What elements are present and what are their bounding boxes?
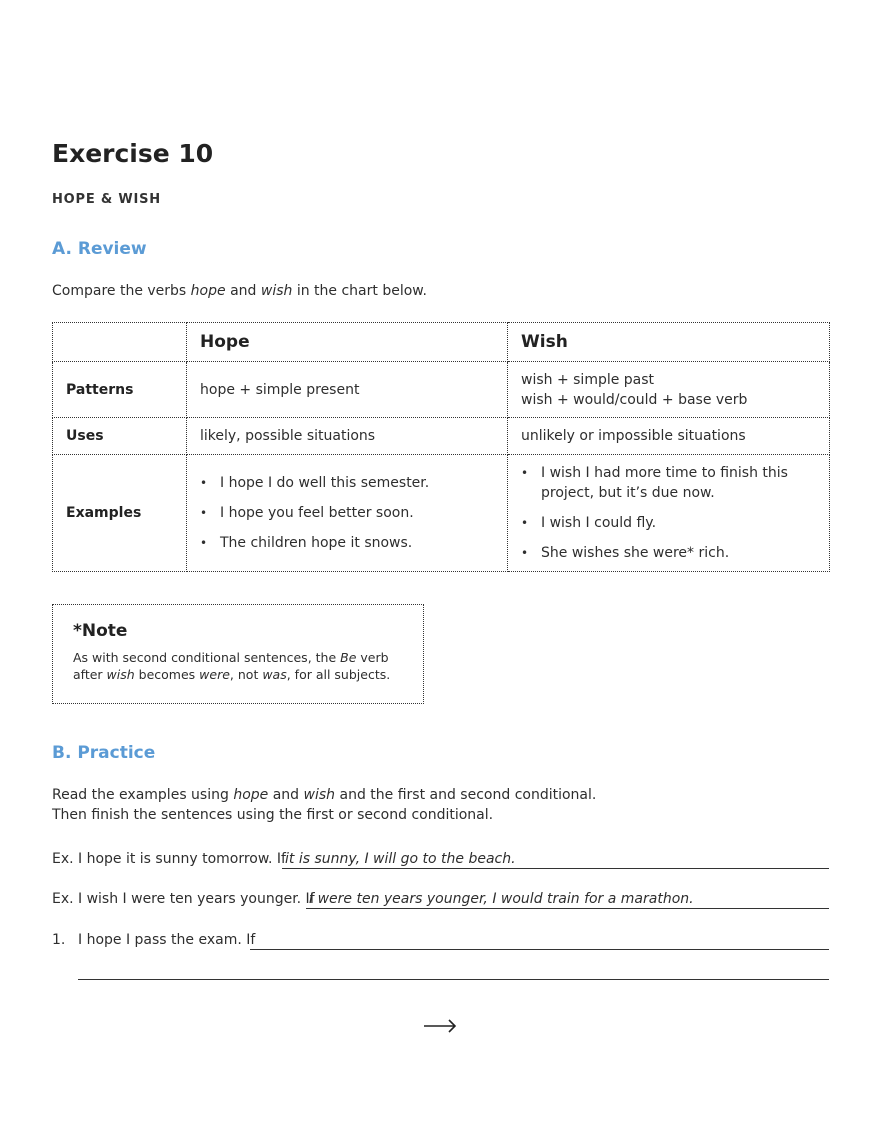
list-item: • I hope I do well this semester. — [200, 475, 430, 491]
practice-instructions: Read the examples using hope and wish and the first and second conditional. Then finish the sentences using the first or second conditional. — [52, 787, 597, 823]
item-number: Ex. — [52, 891, 74, 907]
row-label-uses: Uses — [53, 418, 187, 455]
patterns-wish-cell — [508, 362, 830, 418]
bullet-icon: • — [200, 506, 208, 520]
uses-hope-cell: likely, possible situations — [187, 418, 508, 455]
section-a-heading: A. Review — [52, 239, 147, 259]
answer-line[interactable] — [250, 932, 829, 950]
bullet-icon: • — [200, 536, 208, 550]
list-item: • I wish I could fly. — [521, 515, 657, 531]
practice-example-2 — [52, 891, 829, 911]
example-answer-line: it is sunny, I will go to the beach. — [282, 851, 829, 869]
hope-wish-chart — [52, 322, 830, 572]
note-box — [52, 604, 424, 704]
item-number: 1. — [52, 932, 66, 948]
item-number: Ex. — [52, 851, 74, 867]
examples-wish-list — [521, 463, 816, 563]
uses-wish-cell: unlikely or impossible situations — [508, 418, 830, 455]
list-item: • I hope you feel better soon. — [200, 505, 414, 521]
patterns-wish-line: wish + would/could + base verb — [521, 391, 748, 408]
list-item: • She wishes she were* rich. — [521, 545, 730, 561]
row-label-patterns: Patterns — [53, 362, 187, 418]
examples-hope-cell — [187, 455, 508, 572]
practice-item-1 — [52, 932, 829, 952]
note-text: As with second conditional sentences, the Be verb after wish becomes were, not was, for all subjects. — [73, 650, 391, 682]
chart-corner-cell — [53, 323, 187, 362]
list-item: • The children hope it snows. — [200, 535, 413, 551]
list-item: • I wish I had more time to finish this project, but it’s due now. — [521, 465, 788, 501]
chart-header-hope: Hope — [187, 323, 508, 362]
chart-header-wish: Wish — [508, 323, 830, 362]
example-answer-line: I were ten years younger, I would train for a marathon. — [306, 891, 829, 909]
page-subtitle: HOPE & WISH — [52, 192, 161, 207]
examples-wish-cell — [508, 455, 830, 572]
item-stem: I hope it is sunny tomorrow. If — [78, 851, 286, 867]
section-b-heading: B. Practice — [52, 743, 156, 763]
review-intro: Compare the verbs hope and wish in the chart below. — [52, 283, 427, 299]
bullet-icon: • — [200, 476, 208, 490]
bullet-icon: • — [521, 466, 529, 480]
practice-example-1 — [52, 851, 829, 871]
answer-line-continuation[interactable] — [78, 979, 829, 980]
bullet-icon: • — [521, 546, 529, 560]
item-stem: I wish I were ten years younger. If — [78, 891, 315, 907]
page-title: Exercise 10 — [52, 139, 214, 168]
row-label-examples: Examples — [53, 455, 187, 572]
item-stem: I hope I pass the exam. If — [78, 932, 256, 948]
patterns-hope-cell: hope + simple present — [187, 362, 508, 418]
note-title: *Note — [73, 621, 128, 641]
bullet-icon: • — [521, 516, 529, 530]
examples-hope-list — [200, 473, 494, 553]
long-right-arrow-icon[interactable] — [422, 1012, 458, 1040]
patterns-wish-line: wish + simple past — [521, 371, 655, 388]
